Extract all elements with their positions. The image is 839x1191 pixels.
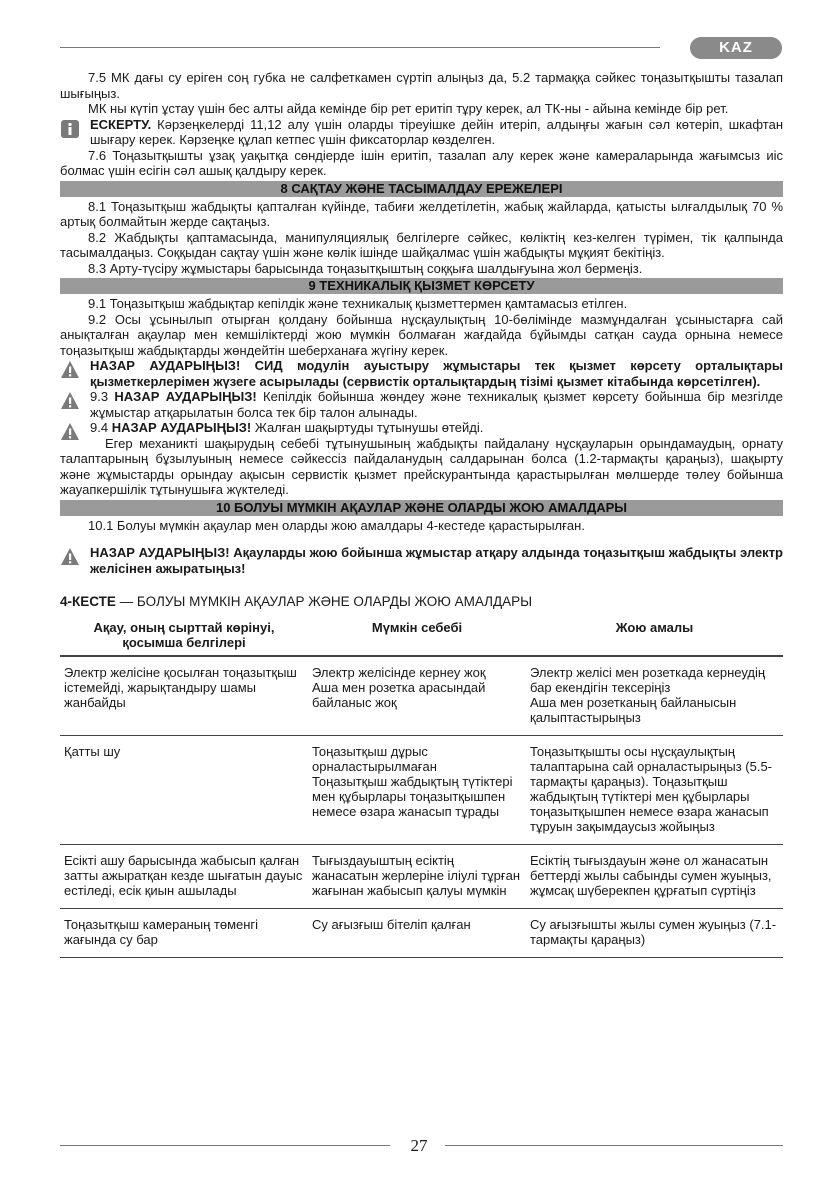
column-header-fault: Ақау, оның сырттай көрінуі, қосымша белгілері: [60, 616, 308, 656]
paragraph-7-5: 7.5 МК дағы су еріген соң губка не салфеткамен сүртіп алыңыз да, 5.2 тармаққа сәйкес тоңазытқышты тазалап шығыңыз.: [60, 70, 783, 101]
paragraph-9-2: 9.2 Осы ұсынылып отырған қолдану бойынша нұсқаулықтың 10-бөлімінде мазмұндалған ұсыныстарға сай анықталған ақаулар мен кемшіліктерді жою мүмкін болмаған жағдайда бұйымды сатқан сауда орнына немесе тоңазытқыш жабдықтарды жөндейтін шеберханаға жүгіну керек.: [60, 311, 783, 358]
disconnect-attention-note: [60, 545, 783, 576]
cause-cell: [308, 844, 526, 908]
fault-cell: [60, 735, 308, 844]
remedy-cell: [526, 844, 783, 908]
table-caption: — БОЛУЫ МҮМКІН АҚАУЛАР ЖӘНЕ ОЛАРДЫ ЖОЮ АМАЛДАРЫ: [115, 594, 533, 609]
warning-triangle-icon: [60, 547, 80, 567]
remedy-cell: [526, 908, 783, 957]
section-8-heading: 8 САҚТАУ ЖӘНЕ ТАСЫМАЛДАУ ЕРЕЖЕЛЕРІ: [60, 181, 783, 197]
fault-cell: [60, 656, 308, 736]
info-icon: [60, 119, 80, 139]
warning-triangle-icon: [60, 391, 80, 411]
paragraph-9-1: 9.1 Тоңазытқыш жабдықтар кепілдік және техникалық қызметтермен қамтамасыз етілген.: [88, 296, 628, 311]
column-header-cause: Мүмкін себебі: [308, 616, 526, 656]
remedy-cell: [526, 735, 783, 844]
header-rule: [60, 47, 660, 48]
table-row: [60, 656, 783, 736]
attention-label: НАЗАР АУДАРЫҢЫЗ!: [111, 420, 252, 435]
warning-text: Кәрзеңкелерді 11,12 алу үшін оларды тіреуішке дейін итеріп, алдыңғы жағын сәл көтеріп, шкафтан шығару керек. Кәрзеңке құлап кетпес үшін фиксаторлар көзделген.: [90, 116, 783, 147]
section-10-heading: 10 БОЛУЫ МҮМКІН АҚАУЛАР ЖӘНЕ ОЛАРДЫ ЖОЮ АМАЛДАРЫ: [60, 500, 783, 516]
paragraph-9-4-number: 9.4: [90, 420, 112, 435]
fault-cell: [60, 844, 308, 908]
paragraph-false-call: Егер механикті шақырудың себебі тұтынушының жабдықты пайдалану нұсқауларын орындамаудың, орнату талаптарының бұзылуының немесе сәйкессіз пайдаланудың салдарынан болса (1.2-тармақты қараңыз), шақырту және жұмыстарды орындау ақысын сервистік қызмет прейскурантында қарастырылған мөлшерде төлеу бойынша жауапкершілік тұтынушыға жүктеледі.: [60, 435, 783, 497]
cell-line: Есікті ашу барысында жабысып қалған затты ажыратқан кезде шығатын дауыс естіледі, есік қиын ашылады: [64, 852, 303, 898]
table-header-row: [60, 616, 783, 656]
warning-note: [60, 117, 783, 148]
table-title: [60, 594, 783, 610]
table-row: [60, 908, 783, 957]
cell-line: Есіктің тығыздауын және ол жанасатын беттерді жылы сабынды сумен жуыңыз, жұмсақ шүберекпен құрғатып сүртіңіз: [530, 852, 772, 898]
cell-line: Тоңазытқыш дұрыс орналастырылмаған: [312, 743, 437, 774]
cell-line: Су ағызғыш бітеліп қалған: [312, 916, 471, 932]
cell-line: Аша мен розетка арасындай байланыс жоқ: [312, 679, 486, 710]
cause-cell: [308, 908, 526, 957]
page-number: 27: [410, 1136, 428, 1155]
cell-line: Су ағызғышты жылы сумен жуыңыз (7.1-тармақты қараңыз): [530, 916, 777, 947]
column-header-remedy: Жою амалы: [526, 616, 783, 656]
cid-attention-note: [60, 358, 783, 389]
warning-triangle-icon: [60, 360, 80, 380]
paragraph-8-1: 8.1 Тоңазытқыш жабдықты қапталған күйінде, табиғи желдетілетін, жабық жайларда, қатысты ылғалдылық 70 % артық болмайтын жерде сақтаңыз.: [60, 198, 783, 229]
cell-line: Тығыздауыштың есіктің жанасатын жерлеріне іліулі тұрған жағынан жабысып қалуы мүмкін: [312, 852, 521, 898]
disconnect-attention-text: НАЗАР АУДАРЫҢЫЗ! Ақауларды жою бойынша жұмыстар атқару алдында тоңазытқыш жабдықты электр желісінен ажыратыңыз!: [90, 545, 783, 576]
attention-label: НАЗАР АУДАРЫҢЫЗ!: [114, 389, 257, 404]
paragraph-9-3-text: Кепілдік бойынша жөндеу және техникалық қызмет көрсету бойынша бір мезгілде жұмыстар атқарылатын болса тек бір талон алынады.: [90, 389, 784, 420]
paragraph-10-1: 10.1 Болуы мүмкін ақаулар мен оларды жою амалдары 4-кестеде қарастырылған.: [88, 517, 585, 533]
paragraph-9-3: [60, 389, 783, 420]
footer-rule-right: [445, 1145, 783, 1146]
fault-cell: [60, 908, 308, 957]
warning-label: ЕСКЕРТУ.: [90, 116, 152, 132]
section-9-heading: 9 ТЕХНИКАЛЫҚ ҚЫЗМЕТ КӨРСЕТУ: [60, 278, 783, 294]
paragraph-8-3: 8.3 Арту-түсіру жұмыстары барысында тоңазытқыштың соққыға шалдығуына жол бермеңіз.: [88, 260, 643, 276]
page-body: [60, 70, 783, 958]
cell-line: Тоңазытқыш камераның төменгі жағында су бар: [64, 916, 259, 947]
fault-table: [60, 616, 783, 958]
language-badge: KAZ: [690, 37, 782, 59]
table-number: 4-КЕСТЕ: [60, 594, 116, 609]
paragraph-8-2: 8.2 Жабдықты қаптамасында, манипуляциялық белгілерге сәйкес, көліктің кез-келген түрімен, тік қалпында тасымалдаңыз. Соққыдан сақтау үшін және көлік ішінде шайқалмас үшін жабдықты мұқият бекітіңіз.: [60, 229, 783, 260]
cell-line: Электр желісіне қосылған тоңазытқыш істемейді, жарықтандыру шамы жанбайды: [64, 664, 297, 710]
cell-line: Тоңазытқыш жабдықтың түтіктері мен құбырлары тоңазытқышпен немесе өзара жанасып тұрады: [312, 773, 513, 819]
warning-triangle-icon: [60, 422, 80, 442]
cell-line: Электр желісінде кернеу жоқ: [312, 664, 486, 680]
cell-line: Аша мен розетканың байланысын қалыптастырыңыз: [530, 694, 737, 725]
paragraph-7-5-maintenance: МК ны күтіп ұстау үшін бес алты айда кемінде бір рет еритіп тұру керек, ал ТК-ны - айына кемінде бір рет.: [88, 101, 729, 116]
paragraph-9-4-text: Жалған шақыртуды тұтынушы өтейді.: [251, 420, 484, 435]
cause-cell: [308, 656, 526, 736]
table-row: [60, 735, 783, 844]
paragraph-7-6: 7.6 Тоңазытқышты ұзақ уақытқа сөндіерде ішін еритіп, тазалап алу керек және камераларында жағымсыз иіс болмас үшін есігін сәл ашық қалдыру керек.: [60, 147, 783, 178]
table-row: [60, 844, 783, 908]
footer-rule-left: [60, 1145, 390, 1146]
remedy-cell: [526, 656, 783, 736]
cell-line: Қатты шу: [64, 743, 121, 759]
paragraph-9-3-number: 9.3: [90, 389, 115, 404]
cell-line: Электр желісі мен розеткада кернеудің бар екендігін тексеріңіз: [530, 664, 766, 695]
cid-attention-text: НАЗАР АУДАРЫҢЫЗ! СИД модулін ауыстыру жұмыстары тек қызмет көрсету орталықтары қызметкерлерімен жүзеге асырылады (сервистік орталықтардың тізімі қызмет кітабында көрсетілген).: [90, 358, 783, 389]
cell-line: Тоңазытқышты осы нұсқаулықтың талаптарына сай орналастырыңыз (5.5-тармақты қараңыз). Тоңазытқыш жабдықтың түтіктері мен құбырлары тоңазытқышпен немесе өзара жанасып тұруын зақымдаусыз жойыңыз: [530, 743, 773, 834]
cause-cell: [308, 735, 526, 844]
paragraph-9-4: [60, 420, 783, 436]
